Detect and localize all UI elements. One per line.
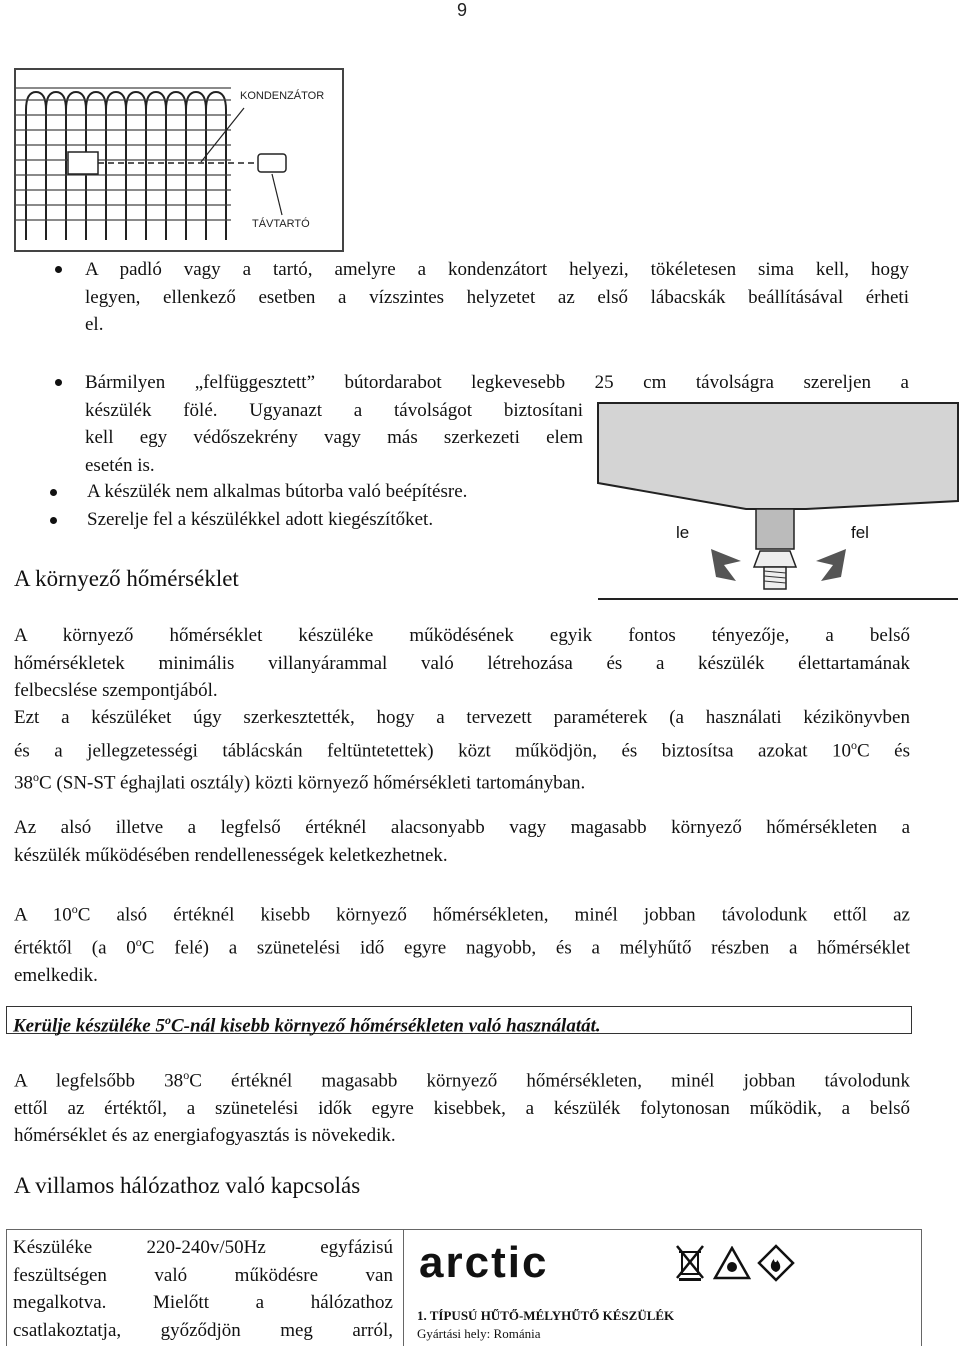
- superscript: o: [33, 770, 39, 785]
- page-number: 9: [456, 0, 467, 20]
- text-line: feszültségen való működésre van: [13, 1264, 393, 1286]
- leg-up-label: fel: [851, 523, 869, 542]
- paragraph-malfunction: [14, 814, 910, 869]
- warning-box: Kerülje készüléke 5$^o$C-nál kisebb környező hőmérsékleten való használatát.: [6, 1006, 912, 1034]
- text-line: esetén is.: [85, 454, 155, 476]
- leg-down-label: le: [676, 523, 690, 542]
- superscript: o: [135, 934, 142, 949]
- text-line: hőmérsékletek minimális villanyárammal való létrehozása és a készülék élettartamának: [14, 652, 910, 674]
- text-line: Bármilyen „felfüggesztett” bútordarabot legkevesebb 25 cm távolságra szereljen a: [85, 372, 909, 393]
- paragraph-high-temperature: [14, 1062, 910, 1150]
- text-line: 38$^o$C (SN-ST éghajlati osztály) közti környező hőmérsékleti tartományban.: [14, 770, 586, 794]
- flammable-icon: [757, 1244, 795, 1282]
- section-heading-electric-connection: A villamos hálózathoz való kapcsolás: [14, 1173, 361, 1198]
- superscript: o: [183, 1068, 190, 1082]
- text-line: és a jellegzetességi táblácskán feltüntetettek) közt működjön, és biztosítsa azokat 10$^o$C és: [14, 737, 911, 761]
- manufacturing-origin: Gyártási hely: Románia: [417, 1326, 541, 1341]
- paragraph-design-range: [14, 704, 910, 797]
- superscript: o: [851, 737, 858, 752]
- section-heading-ambient-temperature: A környező hőmérséklet: [14, 566, 239, 591]
- bullet-accessories: Szerelje fel a készülékkel adott kiegészítőket.: [87, 509, 434, 530]
- text-line: Ezt a készüléket úgy szerkesztették, hogy a tervezett paraméterek (a használati kézikönyvben: [14, 707, 910, 728]
- leg-adjust-illustration: [596, 401, 960, 601]
- brand-logo: arctic: [419, 1238, 549, 1287]
- text-line: felbecslése szempontjából.: [14, 680, 218, 701]
- bullet-marker: [50, 489, 57, 496]
- text-line: csatlakoztatja, győződjön meg arról,: [13, 1319, 393, 1341]
- bullet-marker: [50, 517, 57, 524]
- paragraph-low-temperature: [14, 896, 910, 989]
- text-line: el.: [85, 314, 104, 335]
- text-line: A 10$^o$C alsó értéknél kisebb környező hőmérsékleten, minél jobban távolodunk ettől az: [14, 902, 910, 926]
- text-line: emelkedik.: [14, 964, 98, 986]
- product-type: 1. TÍPUSÚ HŰTŐ-MÉLYHŰTŐ KÉSZÜLÉK: [417, 1308, 675, 1323]
- spacer-label: TÁVTARTÓ: [252, 218, 310, 230]
- superscript: o: [165, 1013, 171, 1027]
- text-line: Készüléke 220-240v/50Hz egyfázisú: [13, 1237, 393, 1258]
- bullet-marker: [55, 266, 62, 273]
- power-requirements-cell: [13, 1234, 393, 1344]
- text-line: A padló vagy a tartó, amelyre a kondenzátort helyezi, tökéletesen sima kell, hogy: [85, 259, 909, 280]
- bullet-floor-level: [85, 256, 909, 339]
- text-line: legyen, ellenkező esetben a vízszintes helyzetet az első lábacskák beállításával érheti: [85, 286, 909, 308]
- text-line: A környező hőmérséklet készüléke működésének egyik fontos tényezője, a belső: [14, 625, 910, 646]
- text-line: ettől az értéktől, a szünetelési idők egyre kisebbek, a készülék folytonosan működik, a belső: [14, 1097, 910, 1119]
- table-divider: [403, 1230, 404, 1346]
- condenser-label: KONDENZÁTOR: [240, 90, 325, 102]
- bullet-not-built-in: A készülék nem alkalmas bútorba való beépítésre.: [87, 481, 468, 502]
- crossed-bin-icon: [675, 1244, 705, 1282]
- superscript: o: [71, 902, 78, 916]
- info-table: [6, 1229, 922, 1346]
- text-line: kell egy védőszekrény vagy más szerkezeti elem: [85, 427, 583, 448]
- leg-adjust-figure: [596, 401, 960, 601]
- bullet-marker: [55, 379, 62, 386]
- text-line: A legfelsőbb 38$^o$C értéknél magasabb környező hőmérsékleten, minél jobban távolodunk: [14, 1068, 910, 1092]
- text-line: hőmérséklet és az energiafogyasztás is növekedik.: [14, 1125, 396, 1147]
- text-line: megalkotva. Mielőtt a hálózathoz: [13, 1292, 393, 1313]
- text-line: készülék működésében rendellenességek keletkezhetnek.: [14, 844, 448, 866]
- paragraph-ambient-importance: [14, 622, 910, 705]
- condenser-figure: [14, 68, 344, 252]
- text-line: értéktől (a 0$^o$C felé) a szünetelési idő egyre nagyobb, és a mélyhűtő részben a hőmérséklet: [14, 934, 910, 959]
- text-line: készülék fölé. Ugyanazt a távolságot biztosítani: [85, 399, 583, 421]
- hazard-triangle-icon: [713, 1246, 751, 1280]
- text-line: Az alsó illetve a legfelső értéknél alacsonyabb vagy magasabb környező hőmérsékleten a: [14, 817, 910, 838]
